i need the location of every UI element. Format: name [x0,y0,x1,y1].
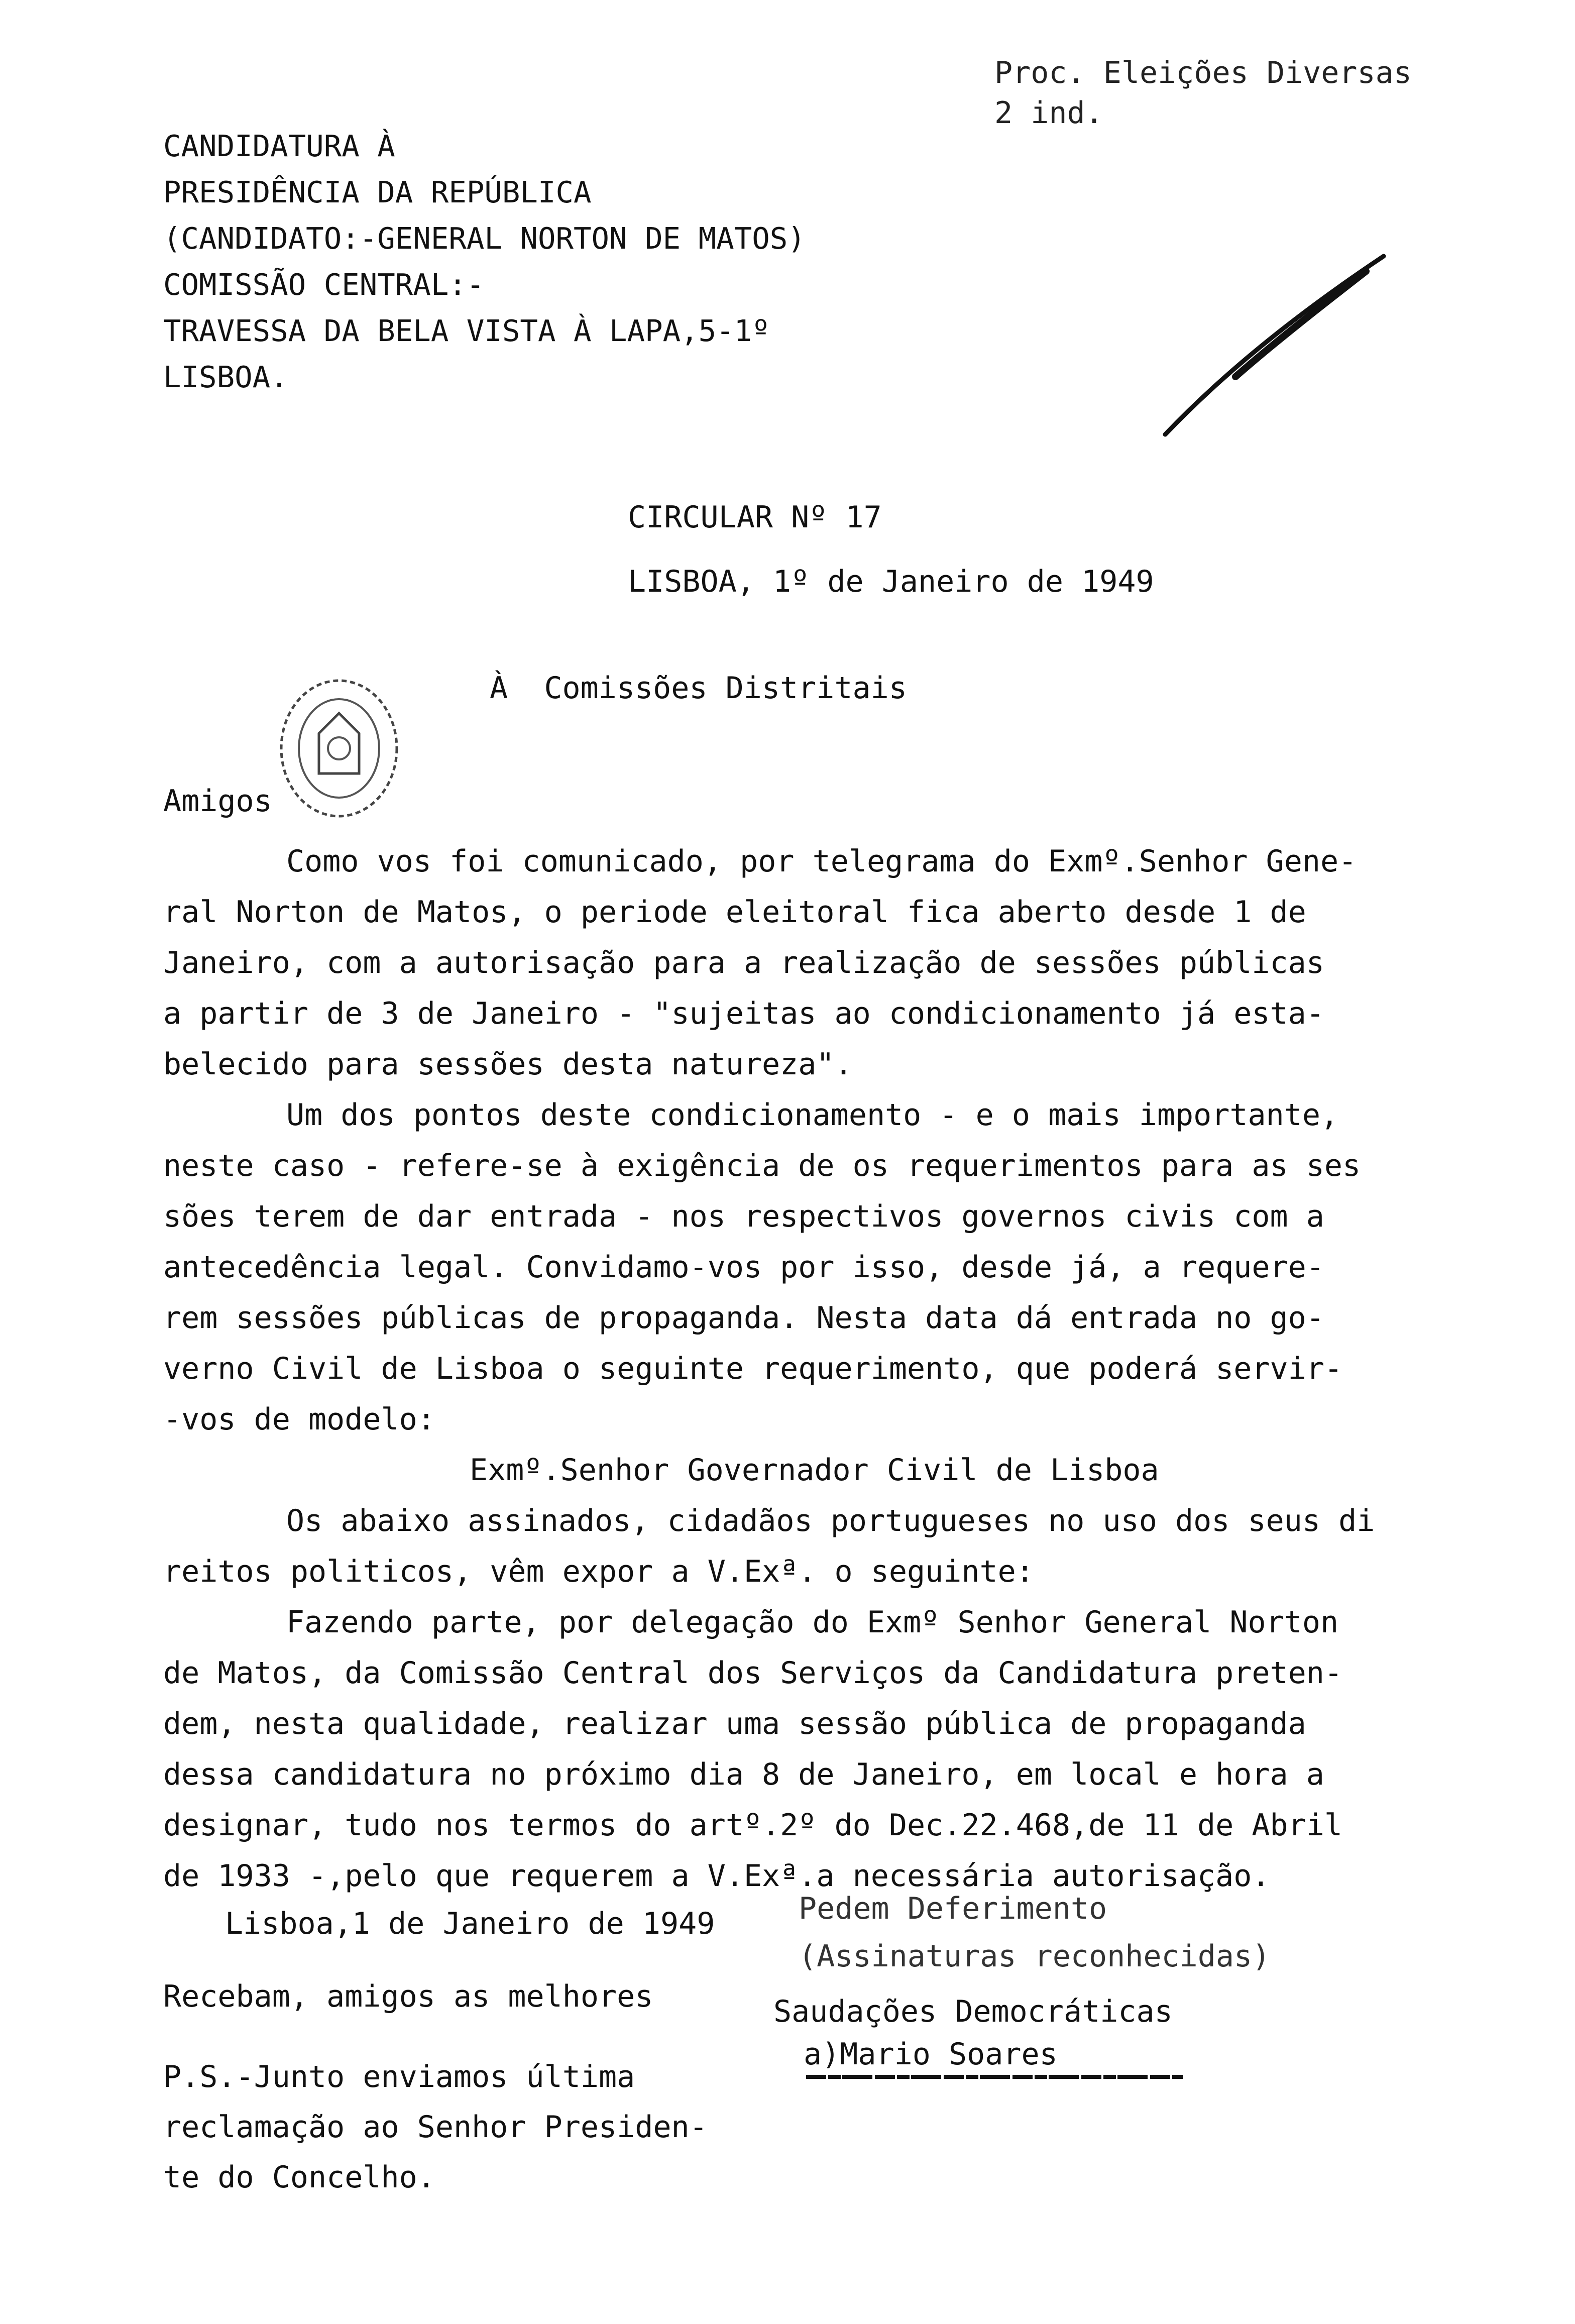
closing-place-date: Lisboa,1 de Janeiro de 1949 [225,1906,715,1941]
sender-line: PRESIDÊNCIA DA REPÚBLICA [163,175,592,209]
sender-line: LISBOA. [163,360,288,394]
salutation: Amigos [163,784,272,819]
body-line: Um dos pontos deste condicionamento - e o mais importante, [286,1097,1339,1133]
body-line: a partir de 3 de Janeiro - "sujeitas ao condicionamento já esta- [163,996,1324,1031]
sender-block [163,123,806,400]
postscript-line: reclamação ao Senhor Presiden- [163,2110,708,2145]
body-line: de Matos, da Comissão Central dos Serviços da Candidatura preten- [163,1655,1342,1691]
closing-greeting: Saudações Democráticas [773,1994,1173,2029]
body-line: dem, nesta qualidade, realizar uma sessão pública de propaganda [163,1706,1306,1741]
body-line: verno Civil de Lisboa o seguinte requerimento, que poderá servir- [163,1351,1342,1386]
circular-date: LISBOA, 1º de Janeiro de 1949 [628,564,1154,599]
body-line: antecedência legal. Convidamo-vos por isso, desde já, a requere- [163,1250,1324,1285]
signature: a)Mario Soares [804,2037,1058,2072]
file-reference [994,53,1412,133]
body-line: designar, tudo nos termos do artº.2º do Dec.22.468,de 11 de Abril [163,1808,1342,1843]
circular-title: CIRCULAR Nº 17 [628,500,882,535]
addressee: À Comissões Distritais [490,671,907,706]
sender-line: COMISSÃO CENTRAL:- [163,267,485,302]
postscript-line: te do Concelho. [163,2160,435,2195]
archive-stamp [271,673,407,824]
signature-underline [804,2069,1185,2084]
body-line: Como vos foi comunicado, por telegrama do Exmº.Senhor Gene- [286,844,1357,879]
model-heading: Exmº.Senhor Governador Civil de Lisboa [470,1453,1159,1488]
closing-assinaturas: (Assinaturas reconhecidas) [799,1939,1271,1974]
body-line: Janeiro, com a autorisação para a realização de sessões públicas [163,945,1324,980]
body-line: dessa candidatura no próximo dia 8 de Janeiro, em local e hora a [163,1757,1324,1792]
body-line: Fazendo parte, por delegação do Exmº Senhor General Norton [286,1605,1339,1640]
file-reference-line-2: 2 ind. [994,95,1103,131]
closing-regards: Recebam, amigos as melhores [163,1979,653,2014]
sender-line: CANDIDATURA À [163,129,395,163]
body-line: sões terem de dar entrada - nos respectivos governos civis com a [163,1199,1324,1234]
postscript-line: P.S.-Junto enviamos última [163,2059,635,2094]
handwritten-slash-mark [1155,251,1391,442]
body-line: belecido para sessões desta natureza". [163,1047,853,1082]
file-reference-line-1: Proc. Eleições Diversas [994,55,1412,90]
body-line: reitos politicos, vêm expor a V.Exª. o seguinte: [163,1554,1034,1589]
letter-body [163,836,1375,1902]
closing-deferimento: Pedem Deferimento [799,1891,1107,1926]
postscript [163,2052,708,2202]
body-line: de 1933 -,pelo que requerem a V.Exª.a necessária autorisação. [163,1858,1270,1894]
body-line: neste caso - refere-se à exigência de os requerimentos para as ses [163,1148,1361,1183]
body-line: ral Norton de Matos, o periode eleitoral fica aberto desde 1 de [163,895,1306,930]
body-line: rem sessões públicas de propaganda. Nesta data dá entrada no go- [163,1300,1324,1336]
body-line: Os abaixo assinados, cidadãos portugueses no uso dos seus di [286,1503,1375,1538]
body-line: -vos de modelo: [163,1402,435,1437]
sender-line: (CANDIDATO:-GENERAL NORTON DE MATOS) [163,221,806,256]
sender-line: TRAVESSA DA BELA VISTA À LAPA,5-1º [163,313,770,348]
